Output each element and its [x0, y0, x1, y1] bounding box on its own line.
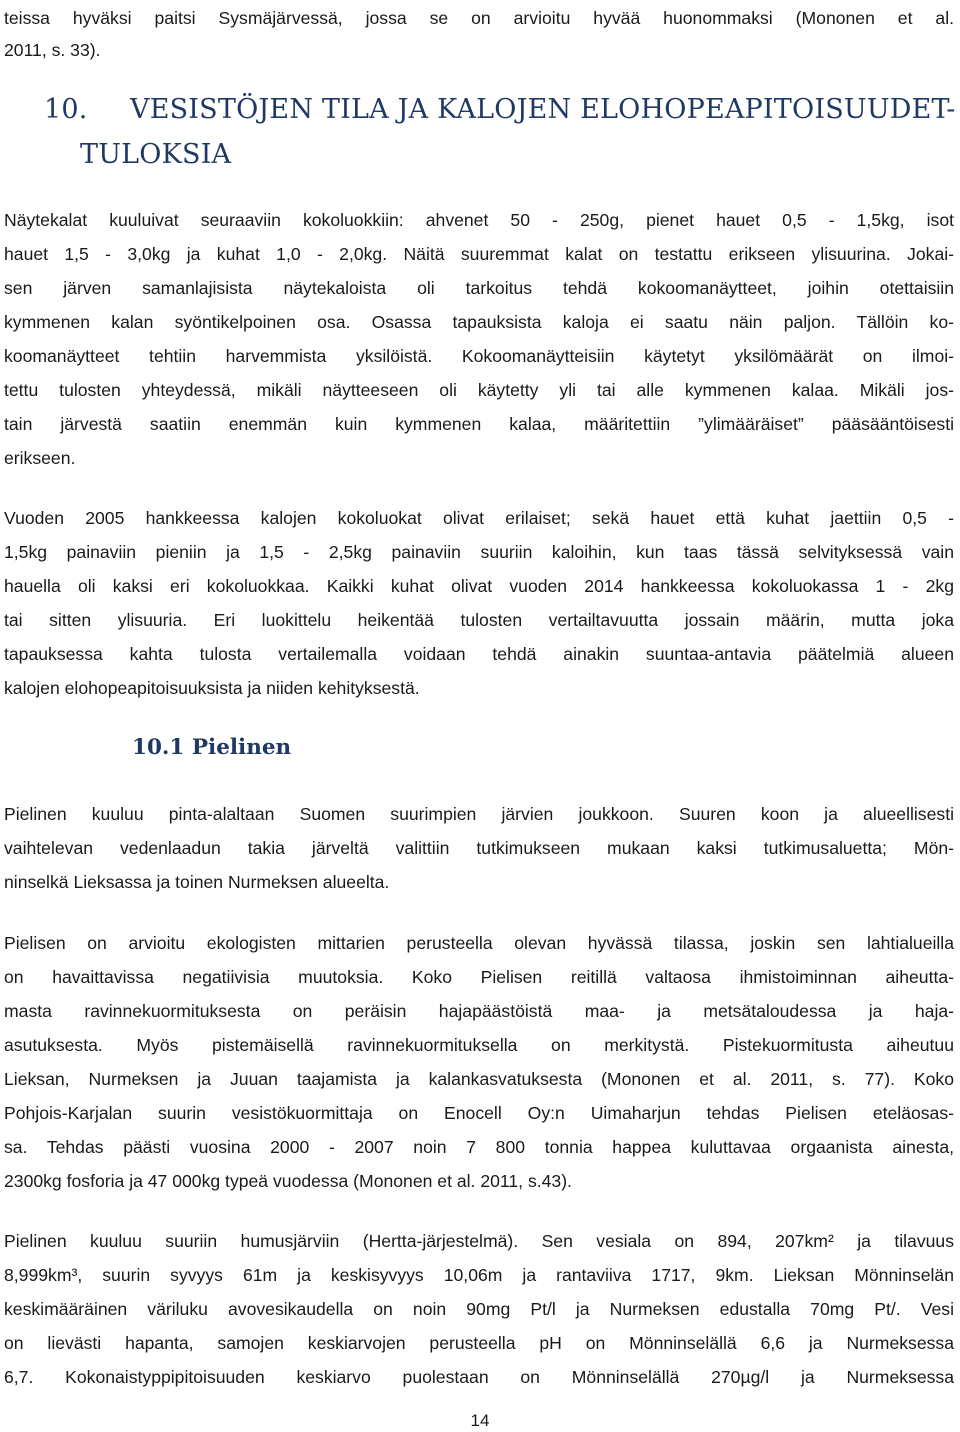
text-line: Näytekalat kuuluivat seuraaviin kokoluokkiin: ahvenet 50 - 250g, pienet hauet 0,5 - 1,5kg, isot [4, 210, 954, 230]
chapter-title-line2: TULOKSIA [80, 139, 232, 170]
text-line: 1,5kg painaviin pieniin ja 1,5 - 2,5kg painaviin suuriin kaloihin, kun taas tässä selvityksessä vain [4, 542, 954, 562]
text-line: tai sitten ylisuuria. Eri luokittelu heikentää tulosten vertailtavuutta jossain määrin, mutta joka [4, 610, 954, 630]
text-line: Pohjois-Karjalan suurin vesistökuormittaja on Enocell Oy:n Uimaharjun tehdas Pielisen eteläosas- [4, 1103, 954, 1123]
text-line: ninselkä Lieksassa ja toinen Nurmeksen alueelta. [4, 872, 390, 892]
text-line: erikseen. [4, 448, 76, 468]
text-line: masta ravinnekuormituksesta on peräisin hajapäästöistä maa- ja metsätaloudessa ja haja- [4, 1001, 954, 1021]
text-line: Lieksan, Nurmeksen ja Juuan taajamista ja kalankasvatuksesta (Mononen et al. 2011, s. 77). Koko [4, 1069, 954, 1089]
text-line: kalojen elohopeapitoisuuksista ja niiden kehityksestä. [4, 678, 420, 698]
text-line: teissa hyväksi paitsi Sysmäjärvessä, jossa se on arvioitu hyvää huonommaksi (Mononen et al. [4, 8, 954, 28]
text-line: Vuoden 2005 hankkeessa kalojen kokoluokat olivat erilaiset; sekä hauet että kuhat jaettiin 0,5 - [4, 508, 954, 528]
chapter-number: 10. [44, 94, 88, 125]
text-line: koomanäytteet tehtiin harvemmista yksilöistä. Kokoomanäytteisiin käytetyt yksilömäärät on ilmoi- [4, 346, 954, 366]
text-line: 2300kg fosforia ja 47 000kg typeä vuodessa (Mononen et al. 2011, s.43). [4, 1171, 572, 1191]
text-line: 2011, s. 33). [4, 40, 101, 60]
section-number: 10.1 [132, 735, 185, 760]
text-line: tapauksessa kahta tulosta vertailemalla voidaan tehdä ainakin suuntaa-antavia päätelmiä alueen [4, 644, 954, 664]
text-line: on lievästi hapanta, samojen keskiarvojen perusteella pH on Mönninselällä 6,6 ja Nurmeksessa [4, 1333, 954, 1353]
text-line: Pielinen kuuluu suuriin humusjärviin (Hertta-järjestelmä). Sen vesiala on 894, 207km² ja tilavuus [4, 1231, 954, 1251]
text-line: hauet 1,5 - 3,0kg ja kuhat 1,0 - 2,0kg. Näitä suuremmat kalat on testattu erikseen ylisuurina. Jokai- [4, 244, 954, 264]
text-line: 6,7. Kokonaistyppipitoisuuden keskiarvo puolestaan on Mönninselällä 270µg/l ja Nurmeksessa [4, 1367, 954, 1387]
text-line: vaihtelevan vedenlaadun takia järveltä valittiin tutkimukseen mukaan kaksi tutkimusaluetta; Mön- [4, 838, 954, 858]
text-line: 8,999km³, suurin syvyys 61m ja keskisyvyys 10,06m ja rantaviiva 1717, 9km. Lieksan Mönninselän [4, 1265, 954, 1285]
text-line: sen järven samanlajisista näytekaloista oli tarkoitus tehdä kokoomanäytteet, joihin otettaisiin [4, 278, 954, 298]
text-line: sa. Tehdas päästi vuosina 2000 - 2007 noin 7 800 tonnia happea kuluttavaa orgaanista ainesta, [4, 1137, 954, 1157]
text-line: keskimääräinen väriluku avovesikaudella on noin 90mg Pt/l ja Nurmeksen edustalla 70mg Pt/. Vesi [4, 1299, 954, 1319]
text-line: asutuksesta. Myös pistemäisellä ravinnekuormituksella on merkitystä. Pistekuormitusta aiheutuu [4, 1035, 954, 1055]
page-number: 14 [470, 1411, 490, 1430]
text-line: hauella oli kaksi eri kokoluokkaa. Kaikki kuhat olivat vuoden 2014 hankkeessa kokoluokassa 1 - 2kg [4, 576, 954, 596]
text-line: Pielinen kuuluu pinta-alaltaan Suomen suurimpien järvien joukkoon. Suuren koon ja alueellisesti [4, 804, 954, 824]
chapter-title-line1: VESISTÖJEN TILA JA KALOJEN ELOHOPEAPITOISUUDET- [130, 94, 956, 125]
text-line: on havaittavissa negatiivisia muutoksia. Koko Pielisen reitillä valtaosa ihmistoiminnan aiheutta- [4, 967, 954, 987]
text-line: tain järvestä saatiin enemmän kuin kymmenen kalaa, määritettiin ”ylimääräiset” pääsääntöisesti [4, 414, 954, 434]
section-heading [132, 734, 291, 762]
section-title: Pielinen [191, 735, 292, 760]
text-line: tettu tulosten yhteydessä, mikäli näytteeseen oli käytetty yli tai alle kymmenen kalaa. Mikäli jos- [4, 380, 954, 400]
text-line: Pielisen on arvioitu ekologisten mittarien perusteella olevan hyvässä tilassa, joskin sen lahtialueilla [4, 933, 954, 953]
text-line: kymmenen kalan syöntikelpoinen osa. Osassa tapauksista kaloja ei saatu näin paljon. Tällöin ko- [4, 312, 954, 332]
